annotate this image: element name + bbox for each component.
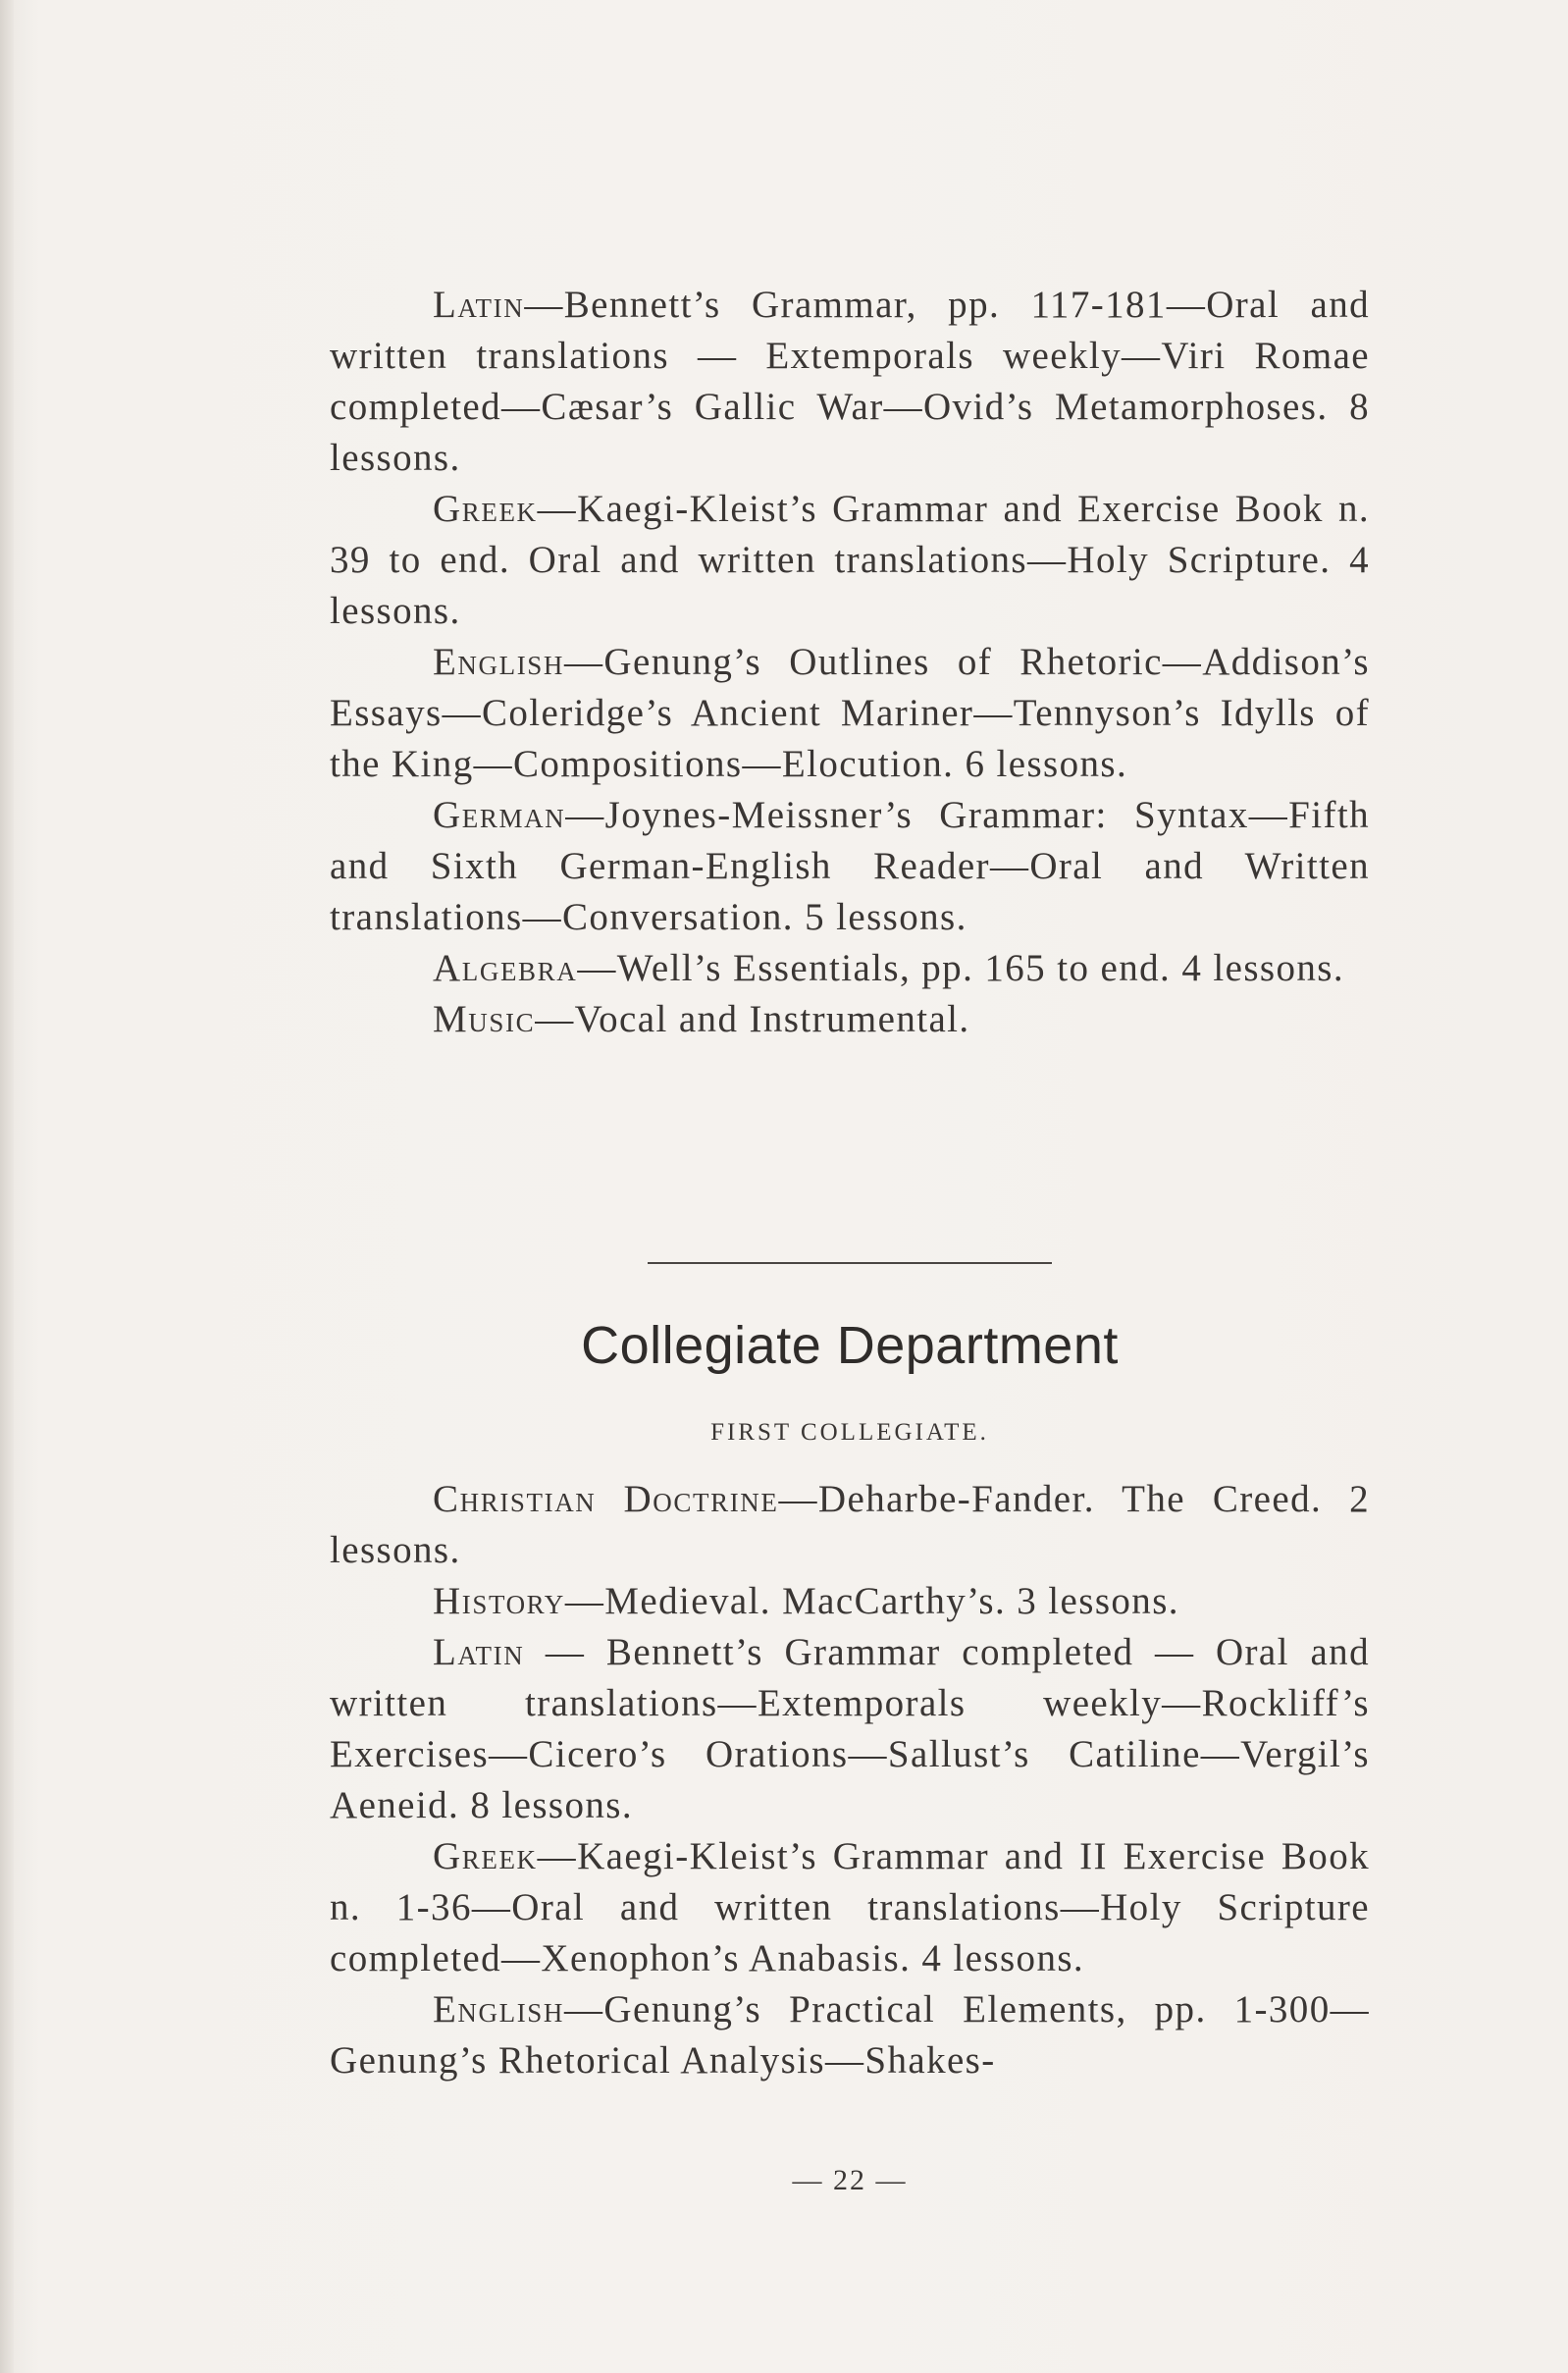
- course-description: —Deharbe-Fander. The Creed. 2 lessons.: [330, 1478, 1370, 1571]
- course-entry-latin: [330, 280, 1370, 484]
- course-description: —Genung’s Practical Elements, pp. 1-300—Genung’s Rhetorical Analysis—Shakes-: [330, 1988, 1370, 2082]
- course-heading: Greek: [433, 1835, 538, 1877]
- course-heading: Algebra: [433, 947, 578, 989]
- course-list-upper: [330, 280, 1370, 1045]
- course-heading: History: [433, 1580, 565, 1622]
- course-entry-christian-doctrine: [330, 1474, 1370, 1576]
- course-entry-history: [330, 1576, 1370, 1627]
- course-entry-german: [330, 790, 1370, 943]
- page-gutter-shadow: [0, 0, 14, 2373]
- course-entry-music: [330, 994, 1370, 1045]
- course-heading: Latin: [433, 1631, 525, 1673]
- course-description: — Bennett’s Grammar completed — Oral and written translations—Extemporals weekly—Rockliff’s Exercises—Cicero’s Orations—Sallust’s Catiline—Vergil’s Aeneid. 8 lessons.: [330, 1631, 1370, 1826]
- course-heading: Latin: [433, 284, 525, 326]
- course-description: —Kaegi-Kleist’s Grammar and Exercise Book n. 39 to end. Oral and written translations—Holy Scripture. 4 lessons.: [330, 488, 1370, 632]
- section-divider-rule: [648, 1262, 1052, 1264]
- course-heading: Greek: [433, 488, 538, 530]
- course-entry-greek: [330, 1831, 1370, 1984]
- course-entry-english: [330, 637, 1370, 790]
- course-entry-latin: [330, 1627, 1370, 1831]
- course-description: —Bennett’s Grammar, pp. 117-181—Oral and written translations — Extemporals weekly—Viri Romae completed—Cæsar’s Gallic War—Ovid’s Metamorphoses. 8 lessons.: [330, 284, 1370, 479]
- course-description: —Kaegi-Kleist’s Grammar and II Exercise Book n. 1-36—Oral and written translations—Holy Scripture completed—Xenophon’s Anabasis. 4 lessons.: [330, 1835, 1370, 1979]
- department-title: Collegiate Department: [581, 1316, 1119, 1375]
- course-entry-algebra: [330, 943, 1370, 994]
- course-description: —Joynes-Meissner’s Grammar: Syntax—Fifth and Sixth German-English Reader—Oral and Written translations—Conversation. 5 lessons.: [330, 794, 1370, 938]
- course-heading: English: [433, 1988, 565, 2030]
- course-list-lower: [330, 1474, 1370, 2086]
- course-heading: Christian Doctrine: [433, 1478, 779, 1520]
- course-description: —Medieval. MacCarthy’s. 3 lessons.: [564, 1580, 1179, 1622]
- course-heading: English: [433, 641, 565, 683]
- subsection-title: FIRST COLLEGIATE.: [710, 1419, 989, 1446]
- course-heading: German: [433, 794, 566, 836]
- page-number: — 22 —: [792, 2164, 908, 2196]
- course-entry-greek: [330, 484, 1370, 637]
- course-heading: Music: [433, 998, 536, 1040]
- course-description: —Genung’s Outlines of Rhetoric—Addison’s Essays—Coleridge’s Ancient Mariner—Tennyson’s Idylls of the King—Compositions—Elocution. 6 lessons.: [330, 641, 1370, 785]
- course-entry-english: [330, 1984, 1370, 2086]
- course-description: —Well’s Essentials, pp. 165 to end. 4 lessons.: [577, 947, 1345, 989]
- course-description: —Vocal and Instrumental.: [535, 998, 970, 1040]
